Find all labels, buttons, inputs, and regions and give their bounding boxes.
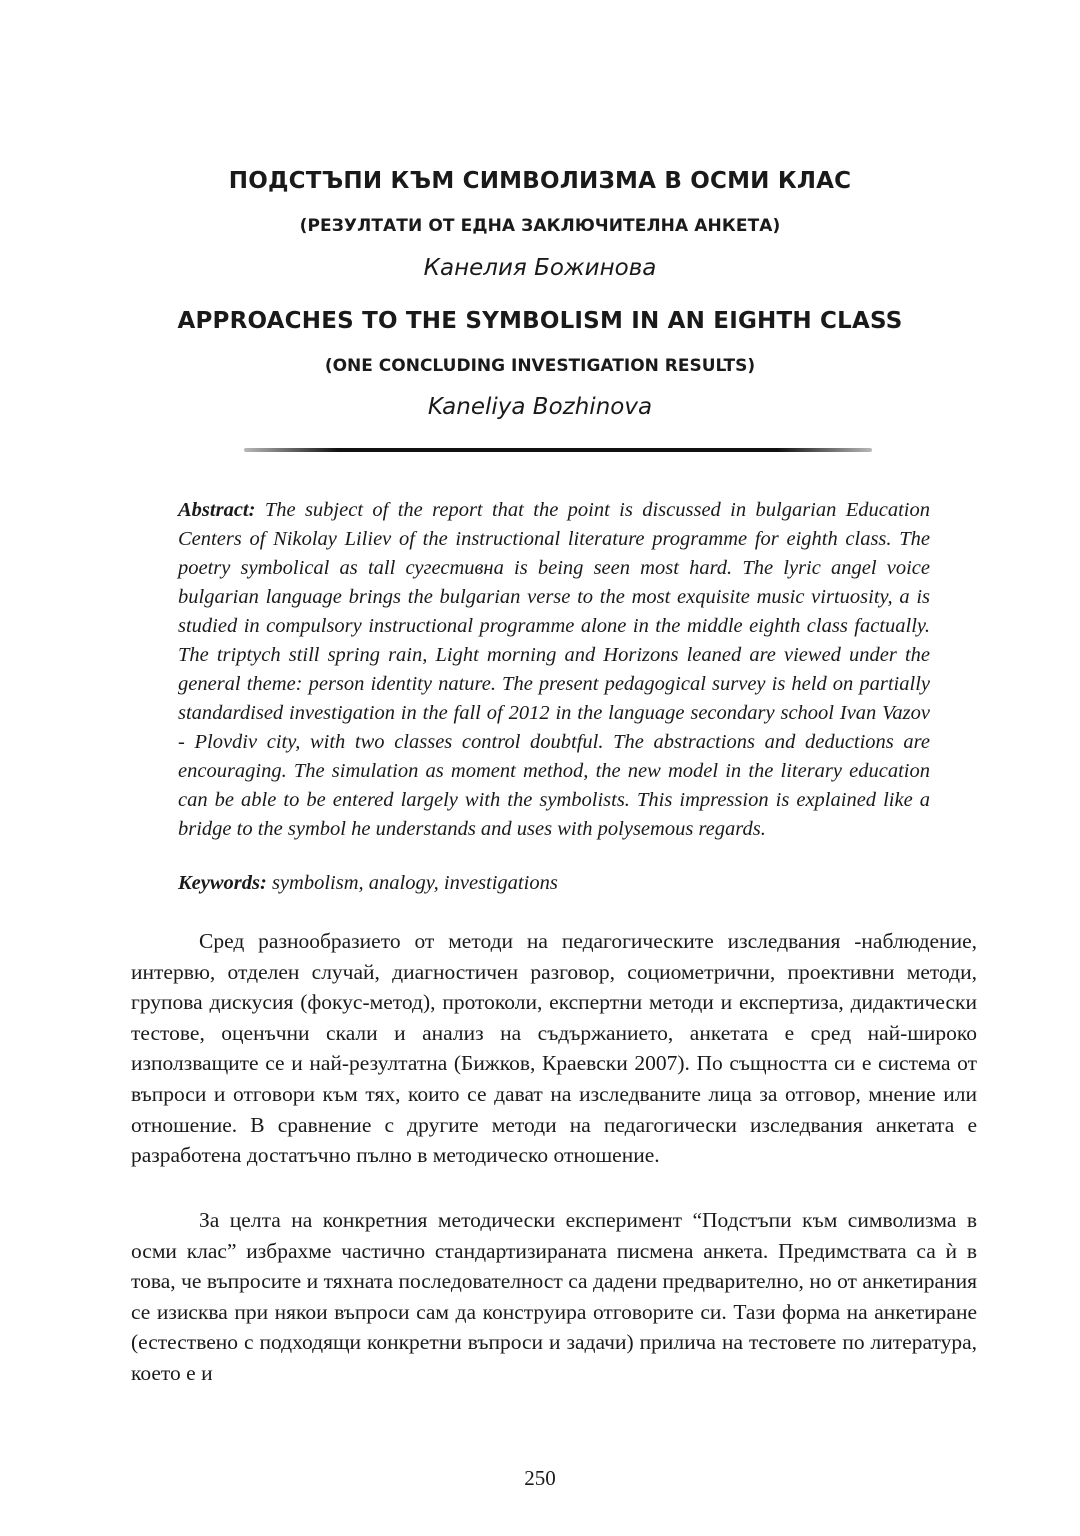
body-paragraph-1: Сред разнообразието от методи на педагогическите изследвания -наблюдение, интервю, отделен случай, диагностичен разговор, социометрични, проективни методи, групова дискусия (фокус-метод), протоколи, експертни методи и експертиза, дидактически тестове, оценъчни скали и анализ на съдържанието, анкетата е сред най-широко използващите се и най-резултатна (Бижков, Краевски 2007). По същността си е система от въпроси и отговори към тях, които се дават на изследваните лица за отговор, мнение или отношение. В сравнение с другите методи на педагогически изследвания анкетата е разработена достатъчно пълно в методическо отношение. — [131, 929, 977, 1168]
keywords — [178, 869, 930, 898]
abstract — [178, 496, 930, 844]
keywords-text: symbolism, analogy, investigations — [266, 872, 558, 894]
abstract-label: Abstract: — [178, 499, 256, 521]
body-paragraph-2: За целта на конкретния методически експеримент “Подстъпи към символизма в осми клас” избрахме частично стандартизираната писмена анкета. Предимствата са ѝ в това, че въпросите и тяхната последователност са дадени предварително, но от анкетирания се изисква при някои въпроси сам да конструира отговорите си. Тази форма на анкетиране (естествено с подходящи конкретни въпроси и задачи) прилича на тестовете по литература, което е и — [131, 1208, 977, 1385]
author-english: Kaneliya Bozhinova — [427, 394, 653, 420]
subtitle-english: (ONE CONCLUDING INVESTIGATION RESULTS) — [324, 356, 756, 376]
keywords-label: Keywords: — [178, 872, 267, 894]
abstract-text: The subject of the report that the point is discussed in bulgarian Education Centers of Nikolay Liliev of the instructional literature programme for eighth class. The poetry symbolical as tall сугестивна is being seen most hard. The lyric angel voice bulgarian language brings the bulgarian verse to the most exquisite music virtuosity, a is studied in compulsory instructional programme alone in the middle eighth class factually. The triptych still spring rain, Light morning and Horizons leaned are viewed under the general theme: person identity nature. The present pedagogical survey is held on partially standardised investigation in the fall of 2012 in the language secondary school Ivan Vazov - Plovdiv city, with two classes control doubtful. The abstractions and deductions are encouraging. The simulation as moment method, the new model in the literary education can be able to be entered largely with the symbolists. This impression is explained like a bridge to the symbol he understands and uses with polysemous regards. — [178, 499, 930, 840]
title-english: APPROACHES TO THE SYMBOLISM IN AN EIGHTH CLASS — [177, 308, 903, 334]
title-bulgarian: ПОДСТЪПИ КЪМ СИМВОЛИЗМА В ОСМИ КЛАС — [228, 168, 852, 194]
title-divider — [244, 448, 872, 452]
page-number: 250 — [524, 1466, 556, 1490]
author-bulgarian: Канелия Божинова — [423, 255, 657, 281]
subtitle-bulgarian: (РЕЗУЛТАТИ ОТ ЕДНА ЗАКЛЮЧИТЕЛНА АНКЕТА) — [299, 216, 781, 236]
